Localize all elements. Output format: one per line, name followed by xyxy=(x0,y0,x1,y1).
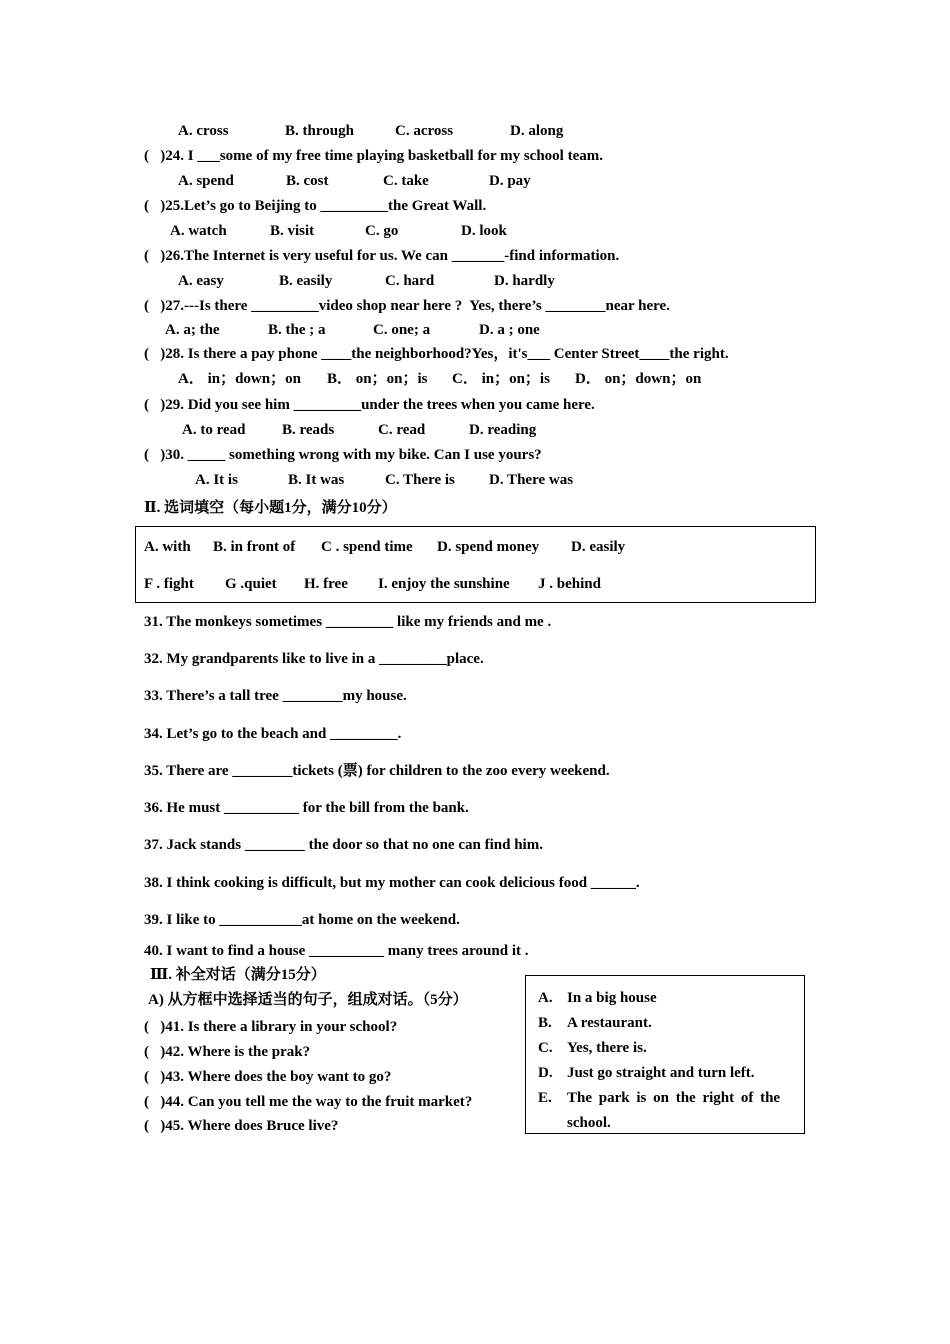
dialog-question-45: ( )45. Where does Bruce live? xyxy=(144,1118,339,1134)
word-option: C . spend time xyxy=(321,539,413,555)
option: D. reading xyxy=(469,422,537,438)
sentence-33: 33. There’s a tall tree ________my house. xyxy=(144,688,407,704)
word-option: D. easily xyxy=(571,539,626,555)
option: C. hard xyxy=(385,273,435,289)
section-2-heading: Ⅱ. 选词填空（每小题1分，满分10分） xyxy=(144,500,397,516)
sentence-34: 34. Let’s go to the beach and _________. xyxy=(144,726,402,742)
sentence-32: 32. My grandparents like to live in a _________place. xyxy=(144,651,484,667)
answer-text: Yes, there is. xyxy=(567,1040,647,1056)
answer-letter: D. xyxy=(538,1065,553,1081)
sentence-31: 31. The monkeys sometimes _________ like my friends and me . xyxy=(144,614,552,630)
option: B. the ; a xyxy=(268,322,326,338)
option: A. to read xyxy=(182,422,246,438)
option: B. cost xyxy=(286,173,329,189)
option: A. spend xyxy=(178,173,234,189)
option: B． on；on；is xyxy=(327,371,428,387)
question-28: ( )28. Is there a pay phone ____the neighborhood?Yes，it's___ Center Street____the right. xyxy=(144,346,729,362)
option: A. watch xyxy=(170,223,227,239)
option: B. visit xyxy=(270,223,315,239)
answer-letter: E. xyxy=(538,1090,552,1106)
word-option: A. with xyxy=(144,539,191,555)
word-option: I. enjoy the sunshine xyxy=(378,576,510,592)
question-29: ( )29. Did you see him _________under the trees when you came here. xyxy=(144,397,595,413)
option: C． in；on；is xyxy=(452,371,550,387)
word-option: B. in front of xyxy=(213,539,296,555)
option: D. a ; one xyxy=(479,322,540,338)
sentence-35: 35. There are ________tickets (票) for children to the zoo every weekend. xyxy=(144,763,610,779)
word-option: J . behind xyxy=(538,576,601,592)
dialog-question-44: ( )44. Can you tell me the way to the fruit market? xyxy=(144,1094,473,1110)
dialog-question-43: ( )43. Where does the boy want to go? xyxy=(144,1069,392,1085)
option: A. easy xyxy=(178,273,224,289)
sentence-36: 36. He must __________ for the bill from the bank. xyxy=(144,800,469,816)
option: D． on；down；on xyxy=(575,371,702,387)
dialog-question-42: ( )42. Where is the prak? xyxy=(144,1044,311,1060)
option: B. easily xyxy=(279,273,333,289)
word-option: F . fight xyxy=(144,576,194,592)
option: B. It was xyxy=(288,472,345,488)
question-27: ( )27.---Is there _________video shop near here ? Yes, there’s ________near here. xyxy=(144,298,670,314)
option: A. cross xyxy=(178,123,229,139)
question-25: ( )25.Let’s go to Beijing to _________the Great Wall. xyxy=(144,198,487,214)
word-option: H. free xyxy=(304,576,348,592)
answer-text: In a big house xyxy=(567,990,657,1006)
section-3a-instruction: A) 从方框中选择适当的句子，组成对话。（5分） xyxy=(148,992,468,1008)
option: C. one; a xyxy=(373,322,431,338)
option: A. a; the xyxy=(165,322,220,338)
option: C. across xyxy=(395,123,454,139)
option: D. look xyxy=(461,223,507,239)
question-26: ( )26.The Internet is very useful for us. We can _______-find information. xyxy=(144,248,620,264)
option: C. go xyxy=(365,223,399,239)
option: D. There was xyxy=(489,472,574,488)
question-24: ( )24. I ___some of my free time playing basketball for my school team. xyxy=(144,148,603,164)
answer-letter: C. xyxy=(538,1040,553,1056)
option: A． in；down；on xyxy=(178,371,301,387)
section-3-heading: Ⅲ. 补全对话（满分15分） xyxy=(150,967,326,983)
option: C. There is xyxy=(385,472,455,488)
sentence-40: 40. I want to find a house __________ many trees around it . xyxy=(144,943,529,959)
option: C. read xyxy=(378,422,426,438)
answer-text: Just go straight and turn left. xyxy=(567,1065,755,1081)
option: B. through xyxy=(285,123,354,139)
sentence-38: 38. I think cooking is difficult, but my mother can cook delicious food ______. xyxy=(144,875,640,891)
dialog-question-41: ( )41. Is there a library in your school? xyxy=(144,1019,398,1035)
answer-text: A restaurant. xyxy=(567,1015,652,1031)
answer-text-continued: school. xyxy=(567,1115,611,1131)
option: C. take xyxy=(383,173,429,189)
word-option: D. spend money xyxy=(437,539,540,555)
option: D. along xyxy=(510,123,564,139)
answer-text: The park is on the right of the xyxy=(567,1090,781,1106)
option: D. pay xyxy=(489,173,531,189)
sentence-37: 37. Jack stands ________ the door so that no one can find him. xyxy=(144,837,543,853)
answer-letter: A. xyxy=(538,990,553,1006)
option: A. It is xyxy=(195,472,238,488)
sentence-39: 39. I like to ___________at home on the weekend. xyxy=(144,912,460,928)
option: D. hardly xyxy=(494,273,555,289)
option: B. reads xyxy=(282,422,335,438)
question-30: ( )30. _____ something wrong with my bike. Can I use yours? xyxy=(144,447,542,463)
word-option: G .quiet xyxy=(225,576,277,592)
answer-letter: B. xyxy=(538,1015,552,1031)
